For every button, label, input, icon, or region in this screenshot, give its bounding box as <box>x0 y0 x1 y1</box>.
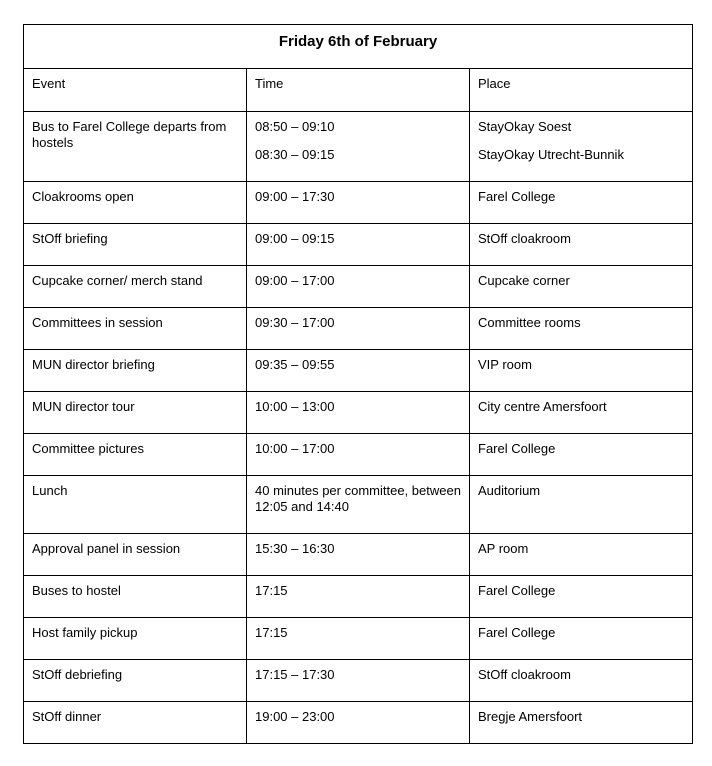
place-value: Farel College <box>478 583 556 598</box>
place-cell <box>470 534 693 576</box>
time-value: 09:35 – 09:55 <box>255 357 335 372</box>
event-cell: Committees in session <box>24 308 247 350</box>
column-header-time: Time <box>247 69 470 112</box>
time-cell <box>247 182 470 224</box>
time-cell <box>247 112 470 182</box>
event-cell: StOff briefing <box>24 224 247 266</box>
place-value: VIP room <box>478 357 532 372</box>
place-cell <box>470 576 693 618</box>
place-cell <box>470 702 693 744</box>
table-row <box>24 112 693 182</box>
table-row <box>24 702 693 744</box>
time-value: 17:15 <box>255 583 288 598</box>
place-value: StayOkay Utrecht-Bunnik <box>478 147 624 162</box>
table-row <box>24 434 693 476</box>
table-row <box>24 618 693 660</box>
place-value: Bregje Amersfoort <box>478 709 583 724</box>
event-cell: StOff debriefing <box>24 660 247 702</box>
time-value: 09:00 – 17:00 <box>255 273 335 288</box>
time-value: 17:15 <box>255 625 288 640</box>
place-value: AP room <box>478 541 529 556</box>
column-header-event: Event <box>24 69 247 112</box>
time-cell <box>247 576 470 618</box>
place-cell <box>470 660 693 702</box>
event-cell: MUN director briefing <box>24 350 247 392</box>
time-cell <box>247 660 470 702</box>
time-cell <box>247 434 470 476</box>
time-cell <box>247 224 470 266</box>
schedule-table <box>23 24 693 744</box>
table-row <box>24 182 693 224</box>
event-cell: Bus to Farel College departs from hostels <box>24 112 247 182</box>
place-cell <box>470 112 693 182</box>
event-cell: Lunch <box>24 476 247 534</box>
time-cell <box>247 392 470 434</box>
time-cell <box>247 308 470 350</box>
event-cell: Approval panel in session <box>24 534 247 576</box>
place-value: StOff cloakroom <box>478 231 571 246</box>
time-cell <box>247 702 470 744</box>
column-header-place: Place <box>470 69 693 112</box>
event-cell: Cloakrooms open <box>24 182 247 224</box>
table-row <box>24 350 693 392</box>
place-cell <box>470 392 693 434</box>
place-value: Farel College <box>478 441 556 456</box>
table-row <box>24 308 693 350</box>
place-cell <box>470 350 693 392</box>
event-cell: Cupcake corner/ merch stand <box>24 266 247 308</box>
place-value: StayOkay Soest <box>478 119 572 134</box>
place-value: Committee rooms <box>478 315 581 330</box>
time-cell <box>247 266 470 308</box>
place-cell <box>470 434 693 476</box>
time-value: 10:00 – 17:00 <box>255 441 335 456</box>
time-value: 10:00 – 13:00 <box>255 399 335 414</box>
time-value: 09:00 – 17:30 <box>255 189 335 204</box>
schedule-title: Friday 6th of February <box>24 25 693 69</box>
place-value: Farel College <box>478 625 556 640</box>
event-cell: MUN director tour <box>24 392 247 434</box>
place-value: Cupcake corner <box>478 273 570 288</box>
time-value: 09:00 – 09:15 <box>255 231 335 246</box>
place-cell <box>470 224 693 266</box>
table-row <box>24 266 693 308</box>
place-value: Auditorium <box>478 483 541 498</box>
time-value: 09:30 – 17:00 <box>255 315 335 330</box>
table-row <box>24 224 693 266</box>
place-cell <box>470 182 693 224</box>
title-row <box>24 25 693 69</box>
table-row <box>24 476 693 534</box>
place-cell <box>470 476 693 534</box>
table-row <box>24 660 693 702</box>
time-cell <box>247 534 470 576</box>
time-value: 19:00 – 23:00 <box>255 709 335 724</box>
time-cell <box>247 618 470 660</box>
place-value: Farel College <box>478 189 556 204</box>
place-value: StOff cloakroom <box>478 667 571 682</box>
table-row <box>24 534 693 576</box>
time-value: 15:30 – 16:30 <box>255 541 335 556</box>
place-value: City centre Amersfoort <box>478 399 607 414</box>
event-cell: Committee pictures <box>24 434 247 476</box>
event-cell: Host family pickup <box>24 618 247 660</box>
time-cell <box>247 476 470 534</box>
event-cell: Buses to hostel <box>24 576 247 618</box>
place-cell <box>470 618 693 660</box>
time-value: 17:15 – 17:30 <box>255 667 335 682</box>
event-cell: StOff dinner <box>24 702 247 744</box>
place-cell <box>470 308 693 350</box>
header-row <box>24 69 693 112</box>
table-row <box>24 392 693 434</box>
time-value: 08:30 – 09:15 <box>255 147 335 162</box>
time-value: 40 minutes per committee, between 12:05 and 14:40 <box>255 483 461 514</box>
time-value: 08:50 – 09:10 <box>255 119 335 134</box>
table-row <box>24 576 693 618</box>
place-cell <box>470 266 693 308</box>
time-cell <box>247 350 470 392</box>
